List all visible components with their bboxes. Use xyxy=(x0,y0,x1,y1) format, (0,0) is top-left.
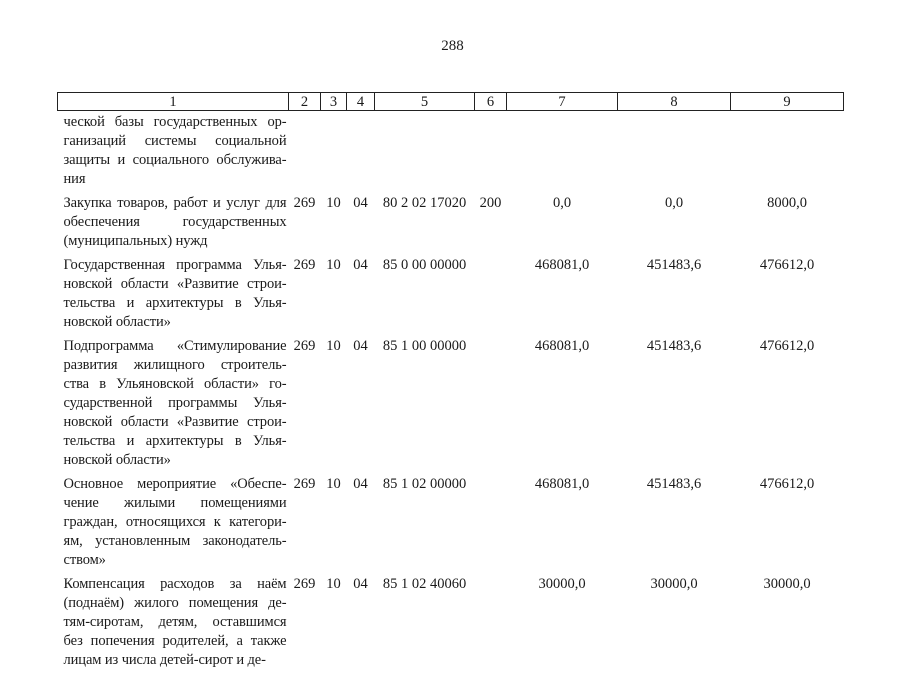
subsection-code: 04 xyxy=(347,337,375,475)
amount-year-3: 476612,0 xyxy=(731,256,844,337)
row-description xyxy=(58,337,289,475)
amount-year-3: 30000,0 xyxy=(731,575,844,675)
table-row xyxy=(58,575,844,675)
table-row xyxy=(58,256,844,337)
amount-year-2: 451483,6 xyxy=(618,475,731,575)
column-header-6: 6 xyxy=(475,93,507,111)
description-line: ганизаций системы социальной xyxy=(64,132,287,151)
description-line: лицам из числа детей-сирот и де- xyxy=(64,651,287,670)
description-line: тельства и архитектуры в Улья- xyxy=(64,432,287,451)
description-line: ям, установленным законодатель- xyxy=(64,532,287,551)
ministry-code: 269 xyxy=(289,575,321,675)
description-line: ства в Ульяновской области» го- xyxy=(64,375,287,394)
column-header-9: 9 xyxy=(731,93,844,111)
amount-year-1: 30000,0 xyxy=(507,575,618,675)
column-header-8: 8 xyxy=(618,93,731,111)
row-description xyxy=(58,256,289,337)
expense-type-code xyxy=(475,256,507,337)
description-line: (поднаём) жилого помещения де- xyxy=(64,594,287,613)
table-body xyxy=(58,111,844,675)
section-code: 10 xyxy=(321,475,347,575)
ministry-code: 269 xyxy=(289,337,321,475)
description-line: чение жилыми помещениями xyxy=(64,494,287,513)
target-article-code xyxy=(375,111,475,195)
description-line: обеспечения государственных xyxy=(64,213,287,232)
amount-year-1: 468081,0 xyxy=(507,256,618,337)
subsection-code: 04 xyxy=(347,575,375,675)
column-header-1: 1 xyxy=(58,93,289,111)
expense-type-code xyxy=(475,111,507,195)
target-article-code: 85 1 02 40060 xyxy=(375,575,475,675)
section-code xyxy=(321,111,347,195)
row-description xyxy=(58,475,289,575)
amount-year-2: 451483,6 xyxy=(618,337,731,475)
expense-type-code xyxy=(475,337,507,475)
description-line: ством» xyxy=(64,551,287,570)
description-line: без попечения родителей, а также xyxy=(64,632,287,651)
amount-year-3 xyxy=(731,111,844,195)
target-article-code: 85 1 02 00000 xyxy=(375,475,475,575)
table-row xyxy=(58,475,844,575)
description-line: новской области «Развитие строи- xyxy=(64,275,287,294)
subsection-code: 04 xyxy=(347,256,375,337)
amount-year-1 xyxy=(507,111,618,195)
description-line: новской области» xyxy=(64,451,287,470)
description-line: ческой базы государственных ор- xyxy=(64,113,287,132)
section-code: 10 xyxy=(321,256,347,337)
description-line: Закупка товаров, работ и услуг для xyxy=(64,194,287,213)
amount-year-2 xyxy=(618,111,731,195)
page-number: 288 xyxy=(0,37,905,55)
amount-year-3: 8000,0 xyxy=(731,194,844,256)
section-code: 10 xyxy=(321,575,347,675)
target-article-code: 85 0 00 00000 xyxy=(375,256,475,337)
row-description xyxy=(58,575,289,675)
description-line: защиты и социального обслужива- xyxy=(64,151,287,170)
description-line: Государственная программа Улья- xyxy=(64,256,287,275)
table-row xyxy=(58,194,844,256)
ministry-code: 269 xyxy=(289,194,321,256)
expense-type-code xyxy=(475,575,507,675)
description-line: развития жилищного строитель- xyxy=(64,356,287,375)
description-line: новской области «Развитие строи- xyxy=(64,413,287,432)
ministry-code: 269 xyxy=(289,475,321,575)
amount-year-1: 468081,0 xyxy=(507,475,618,575)
target-article-code: 80 2 02 17020 xyxy=(375,194,475,256)
amount-year-3: 476612,0 xyxy=(731,337,844,475)
column-header-3: 3 xyxy=(321,93,347,111)
section-code: 10 xyxy=(321,194,347,256)
expense-type-code xyxy=(475,475,507,575)
description-line: тям-сиротам, детям, оставшимся xyxy=(64,613,287,632)
description-line: Основное мероприятие «Обеспе- xyxy=(64,475,287,494)
table-row xyxy=(58,337,844,475)
subsection-code xyxy=(347,111,375,195)
description-line: сударственной программы Улья- xyxy=(64,394,287,413)
expense-type-code: 200 xyxy=(475,194,507,256)
amount-year-3: 476612,0 xyxy=(731,475,844,575)
amount-year-2: 0,0 xyxy=(618,194,731,256)
column-header-5: 5 xyxy=(375,93,475,111)
row-description xyxy=(58,111,289,195)
subsection-code: 04 xyxy=(347,475,375,575)
amount-year-1: 0,0 xyxy=(507,194,618,256)
amount-year-2: 30000,0 xyxy=(618,575,731,675)
section-code: 10 xyxy=(321,337,347,475)
amount-year-1: 468081,0 xyxy=(507,337,618,475)
column-header-4: 4 xyxy=(347,93,375,111)
description-line: ния xyxy=(64,170,287,189)
description-line: тельства и архитектуры в Улья- xyxy=(64,294,287,313)
budget-table xyxy=(57,92,844,675)
ministry-code xyxy=(289,111,321,195)
description-line: Компенсация расходов за наём xyxy=(64,575,287,594)
table-row xyxy=(58,111,844,195)
description-line: новской области» xyxy=(64,313,287,332)
column-header-7: 7 xyxy=(507,93,618,111)
target-article-code: 85 1 00 00000 xyxy=(375,337,475,475)
description-line: граждан, относящихся к категори- xyxy=(64,513,287,532)
amount-year-2: 451483,6 xyxy=(618,256,731,337)
column-header-2: 2 xyxy=(289,93,321,111)
description-line: Подпрограмма «Стимулирование xyxy=(64,337,287,356)
row-description xyxy=(58,194,289,256)
table-header-row xyxy=(58,93,844,111)
description-line: (муниципальных) нужд xyxy=(64,232,287,251)
ministry-code: 269 xyxy=(289,256,321,337)
subsection-code: 04 xyxy=(347,194,375,256)
